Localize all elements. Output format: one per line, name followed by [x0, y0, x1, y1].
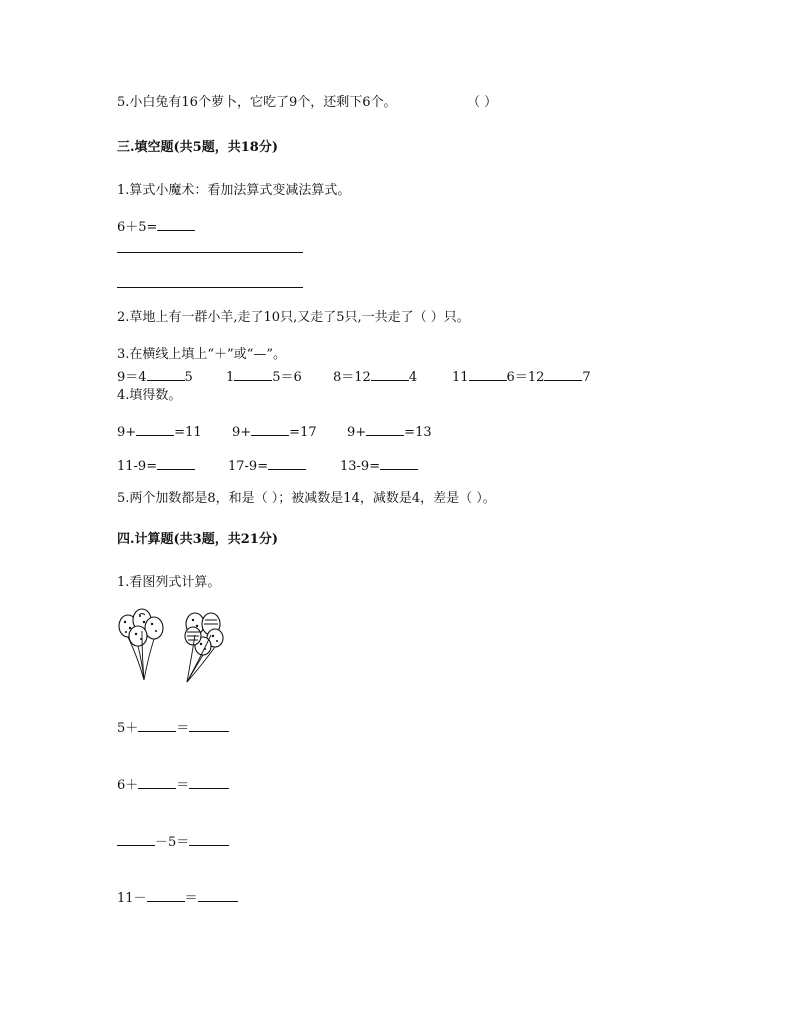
answer-blank[interactable]	[138, 719, 176, 732]
s3-q3-item-3	[333, 368, 417, 386]
answer-blank[interactable]	[189, 719, 229, 732]
q4-r2-2-label: 17-9=	[228, 459, 269, 474]
answer-blank[interactable]	[469, 368, 507, 381]
q4-r1-2-right: =17	[289, 425, 317, 440]
expr-4-eq: ＝	[184, 891, 198, 906]
s4-q1-text: 1.看图列式计算。	[117, 575, 221, 590]
q3-item-2-left: 1	[226, 370, 235, 385]
answer-blank[interactable]	[147, 889, 185, 902]
expr-1-eq: ＝	[176, 721, 190, 736]
answer-blank[interactable]	[189, 776, 229, 789]
q3-item-4-left: 11	[452, 370, 469, 385]
q3-item-1-right: 5	[184, 370, 193, 385]
section3-title: 三.填空题(共5题，共18分)	[117, 140, 278, 155]
q3-item-2-right: 5＝6	[272, 370, 302, 385]
q3-item-4-right: 7	[582, 370, 591, 385]
q4-r2-3-label: 13-9=	[340, 459, 381, 474]
s3-q3-item-2	[226, 368, 302, 386]
expr-1-left: 5＋	[117, 721, 139, 736]
s3-q2-text: 2.草地上有一群小羊,走了10只,又走了5只,一共走了（ ）只。	[117, 310, 470, 325]
answer-blank[interactable]	[157, 218, 195, 231]
expr-3-mid: －5＝	[155, 835, 190, 850]
s3-q4-text: 4.填得数。	[117, 388, 182, 403]
answer-blank[interactable]	[544, 368, 582, 381]
answer-blank[interactable]	[371, 368, 409, 381]
s3-q3-item-4	[452, 368, 591, 386]
answer-line-1[interactable]	[117, 252, 303, 253]
section4-title: 四.计算题(共3题，共21分)	[117, 532, 278, 547]
s3-q3-text: 3.在横线上填上“＋”或“—”。	[117, 347, 286, 362]
q5-judge-label: 5.小白兔有16个萝卜，它吃了9个，还剩下6个。	[117, 95, 397, 110]
s3-q1-expr	[117, 218, 195, 236]
s4-expr-4	[117, 889, 238, 907]
balloons-image-right	[181, 610, 227, 684]
answer-blank[interactable]	[366, 423, 404, 436]
s3-q3-item-1	[117, 368, 193, 386]
answer-blank[interactable]	[138, 776, 176, 789]
s3-q1-text: 1.算式小魔术：看加法算式变减法算式。	[117, 183, 351, 198]
answer-blank[interactable]	[136, 423, 174, 436]
q3-item-1-left: 9＝4	[117, 370, 147, 385]
answer-blank[interactable]	[147, 368, 185, 381]
s3-q5-text: 5.两个加数都是8，和是（ ）；被减数是14，减数是4，差是（ ）。	[117, 491, 496, 506]
balloons-image-left	[116, 606, 170, 682]
q3-item-3-left: 8＝12	[333, 370, 371, 385]
answer-blank[interactable]	[234, 368, 272, 381]
q4-r1-3-left: 9+	[347, 425, 367, 440]
s3-q4-r1-3	[347, 423, 432, 441]
s4-expr-1	[117, 719, 229, 737]
s3-q4-r1-1	[117, 423, 202, 441]
s4-expr-2	[117, 776, 229, 794]
answer-blank[interactable]	[268, 457, 306, 470]
answer-blank[interactable]	[117, 833, 155, 846]
answer-blank[interactable]	[251, 423, 289, 436]
answer-blank[interactable]	[380, 457, 418, 470]
expr-2-left: 6＋	[117, 778, 139, 793]
q5-judge-text	[117, 95, 397, 111]
s3-q4-r2-2	[228, 457, 306, 475]
q4-r1-2-left: 9+	[232, 425, 252, 440]
q3-item-4-mid: 6＝12	[506, 370, 545, 385]
s3-q4-r2-1	[117, 457, 195, 475]
q4-r2-1-label: 11-9=	[117, 459, 158, 474]
s3-q4-r2-3	[340, 457, 418, 475]
s3-q4-r1-2	[232, 423, 317, 441]
q3-item-3-right: 4	[408, 370, 418, 385]
q5-judge-paren[interactable]: （ ）	[467, 95, 498, 110]
answer-blank[interactable]	[198, 889, 238, 902]
expr-2-eq: ＝	[176, 778, 190, 793]
answer-blank[interactable]	[189, 833, 229, 846]
s4-expr-3	[117, 833, 229, 851]
s3-q1-expr-label: 6＋5=	[117, 220, 158, 235]
answer-line-2[interactable]	[117, 287, 303, 288]
q4-r1-3-right: =13	[404, 425, 432, 440]
answer-blank[interactable]	[157, 457, 195, 470]
q4-r1-1-right: =11	[174, 425, 202, 440]
expr-4-left: 11－	[117, 891, 147, 906]
q4-r1-1-left: 9+	[117, 425, 137, 440]
